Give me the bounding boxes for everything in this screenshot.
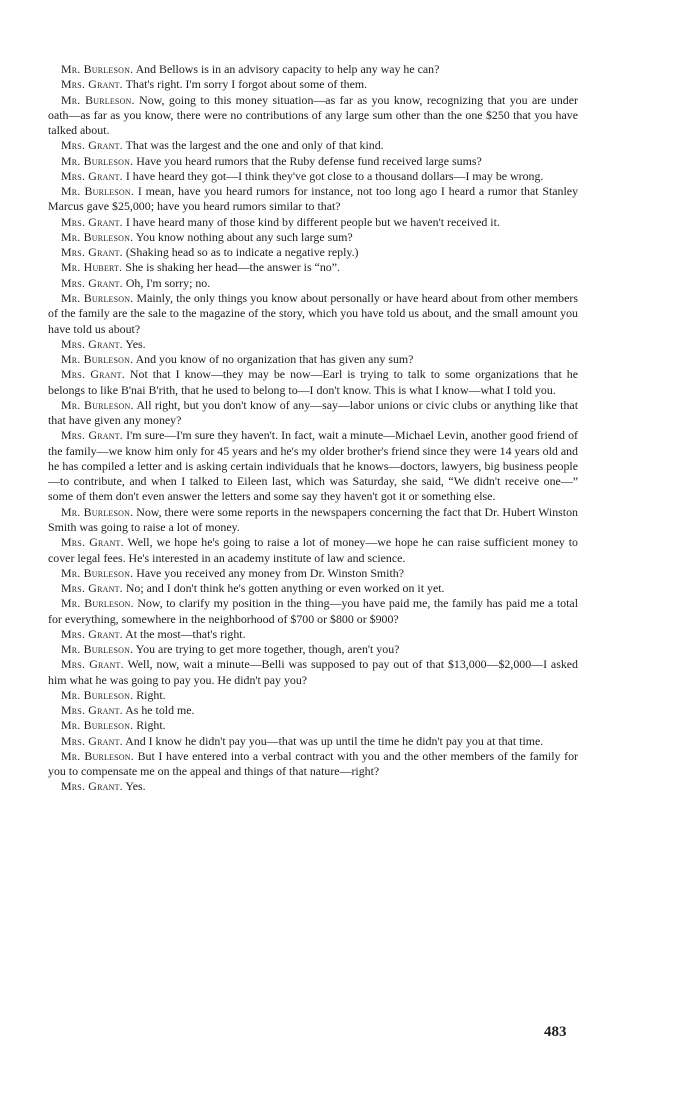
speaker-name: Mrs. Grant. <box>61 77 123 92</box>
speech-text: Have you received any money from Dr. Winston Smith? <box>136 565 405 580</box>
transcript-paragraph <box>48 260 578 275</box>
speaker-name: Mr. Burleson. <box>61 596 134 611</box>
speech-text: And Bellows is in an advisory capacity to help any way he can? <box>135 62 440 76</box>
transcript-paragraph <box>48 779 578 794</box>
speaker-name: Mr. Burleson. <box>61 92 135 107</box>
speech-text: That was the largest and the one and only of that kind. <box>125 138 384 153</box>
transcript-paragraph <box>48 62 578 77</box>
transcript-paragraph <box>48 367 578 398</box>
speech-text: Well, we hope he's going to raise a lot of money—we hope he can raise sufficient money to cover legal fees. He's interested in an academy institute of law and science. <box>48 535 578 565</box>
transcript-paragraph <box>48 428 578 504</box>
speech-text: Yes. <box>125 779 146 794</box>
speaker-name: Mr. Burleson. <box>61 397 134 412</box>
speaker-name: Mrs. Grant. <box>61 275 123 290</box>
speaker-name: Mrs. Grant. <box>61 535 124 550</box>
transcript-paragraph <box>48 596 578 627</box>
transcript-paragraph <box>48 337 578 352</box>
speaker-name: Mr. Burleson. <box>61 290 134 305</box>
transcript-paragraph <box>48 535 578 566</box>
transcript-paragraph <box>48 77 578 92</box>
speech-text: And you know of no organization that has given any sum? <box>135 352 414 367</box>
transcript-paragraph <box>48 688 578 703</box>
transcript-paragraph <box>48 703 578 718</box>
speaker-name: Mrs. Grant. <box>61 428 123 443</box>
speech-text: And I know he didn't pay you—that was up until the time he didn't pay you at that time. <box>125 733 544 748</box>
speech-text: Now, going to this money situation—as far as you know, recognizing that you are under oath—as far as you know, there were no contributions of any large sum other than the one $250 that you have talked about. <box>48 92 578 138</box>
transcript-paragraph <box>48 352 578 367</box>
speech-text: Right. <box>136 687 166 702</box>
transcript-paragraph <box>48 184 578 215</box>
speaker-name: Mr. Burleson. <box>61 62 134 76</box>
speech-text: Oh, I'm sorry; no. <box>125 275 211 290</box>
transcript-paragraph <box>48 581 578 596</box>
transcript-paragraph <box>48 718 578 733</box>
speech-text: At the most—that's right. <box>125 626 246 641</box>
speech-text: No; and I don't think he's gotten anything or even worked on it yet. <box>125 581 445 596</box>
speaker-name: Mrs. Grant. <box>61 367 125 382</box>
speech-text: I'm sure—I'm sure they haven't. In fact, wait a minute—Michael Levin, another good friend of the family—we know him only for 45 years and he's my older brother's friend since they were 14 years old and he has compiled a letter and is asking certain individuals that he knows—doctors, lawyers, big business people—to contribute, and when I talked to Eileen last, which was Saturday, she said, “We didn't receive one—” some of them don't even answer the letters and some say they haven't got it or something else. <box>48 428 578 504</box>
speech-text: (Shaking head so as to indicate a negative reply.) <box>125 245 359 260</box>
speech-text: I mean, have you heard rumors for instance, not too long ago I heard a rumor that Stanley Marcus gave $25,000; have you heard rumors similar to that? <box>48 184 579 214</box>
page-number: 483 <box>544 1024 567 1040</box>
speech-text: She is shaking her head—the answer is “no”. <box>125 260 340 275</box>
speaker-name: Mrs. Grant. <box>61 336 123 351</box>
transcript-paragraph <box>48 154 578 169</box>
speaker-name: Mrs. Grant. <box>61 657 124 672</box>
speaker-name: Mr. Burleson. <box>61 687 134 702</box>
transcript-paragraph <box>48 138 578 153</box>
transcript-paragraph <box>48 657 578 688</box>
speaker-name: Mrs. Grant. <box>61 581 123 596</box>
speech-text: That's right. I'm sorry I forgot about some of them. <box>125 77 368 92</box>
speaker-name: Mr. Burleson. <box>61 748 134 763</box>
speech-text: Yes. <box>125 336 146 351</box>
transcript-paragraph <box>48 642 578 657</box>
speech-text: You know nothing about any such large sum? <box>135 229 353 244</box>
speaker-name: Mrs. Grant. <box>61 626 123 641</box>
speech-text: I have heard they got—I think they've got close to a thousand dollars—I may be wrong. <box>125 168 544 183</box>
speaker-name: Mrs. Grant. <box>61 214 123 229</box>
transcript-paragraph <box>48 276 578 291</box>
transcript-paragraph <box>48 215 578 230</box>
speaker-name: Mrs. Grant. <box>61 703 123 718</box>
speech-text: Not that I know—they may be now—Earl is trying to talk to some organizations that he belongs to like B'nai B'rith, that he used to belong to—I don't know. This is what I know—what I told you. <box>48 367 578 397</box>
speaker-name: Mrs. Grant. <box>61 168 123 183</box>
transcript-paragraph <box>48 398 578 429</box>
speaker-name: Mr. Burleson. <box>61 184 135 199</box>
speaker-name: Mr. Burleson. <box>61 352 134 367</box>
speaker-name: Mr. Burleson. <box>61 565 134 580</box>
speech-text: I have heard many of those kind by different people but we haven't received it. <box>125 214 500 229</box>
transcript-paragraph <box>48 734 578 749</box>
speaker-name: Mrs. Grant. <box>61 779 123 794</box>
transcript-paragraph <box>48 169 578 184</box>
transcript-paragraph <box>48 505 578 536</box>
transcript-paragraph <box>48 749 578 780</box>
transcript-paragraph <box>48 93 578 139</box>
speaker-name: Mr. Burleson. <box>61 229 134 244</box>
speech-text: As he told me. <box>125 703 195 718</box>
speaker-name: Mrs. Grant. <box>61 138 123 153</box>
transcript-paragraph <box>48 566 578 581</box>
speaker-name: Mrs. Grant. <box>61 733 123 748</box>
speech-text: Have you heard rumors that the Ruby defense fund received large sums? <box>136 153 482 168</box>
transcript-paragraph <box>48 245 578 260</box>
speaker-name: Mr. Burleson. <box>61 153 134 168</box>
transcript-paragraph <box>48 291 578 337</box>
speaker-name: Mr. Burleson. <box>61 642 134 657</box>
speaker-name: Mr. Hubert. <box>61 260 123 275</box>
speaker-name: Mr. Burleson. <box>61 504 134 519</box>
speech-text: Now, there were some reports in the newspapers concerning the fact that Dr. Hubert Winston Smith was going to raise a lot of money. <box>48 504 578 534</box>
speech-text: Right. <box>136 718 166 733</box>
speech-text: You are trying to get more together, though, aren't you? <box>135 642 400 657</box>
speech-text: Mainly, the only things you know about personally or have heard about from other members of the family are the sale to the magazine of the story, which you have told us about, and the small amount you have told us about? <box>48 290 578 336</box>
speech-text: Well, now, wait a minute—Belli was supposed to pay out of that $13,000—$2,000—I asked him what he was going to pay you. He didn't pay you? <box>48 657 578 687</box>
transcript-paragraph <box>48 627 578 642</box>
speech-text: Now, to clarify my position in the thing—you have paid me, the family has paid me a total for everything, somewhere in the neighborhood of $700 or $800 or $900? <box>48 596 578 626</box>
speech-text: But I have entered into a verbal contract with you and the other members of the family for you to compensate me on the appeal and things of that nature—right? <box>48 748 579 779</box>
speaker-name: Mrs. Grant. <box>61 245 123 260</box>
speaker-name: Mr. Burleson. <box>61 718 134 733</box>
speech-text: All right, but you don't know of any—say—labor unions or civic clubs or anything like that that have given any money? <box>48 397 578 428</box>
transcript-paragraph <box>48 230 578 245</box>
transcript-page <box>48 62 578 795</box>
